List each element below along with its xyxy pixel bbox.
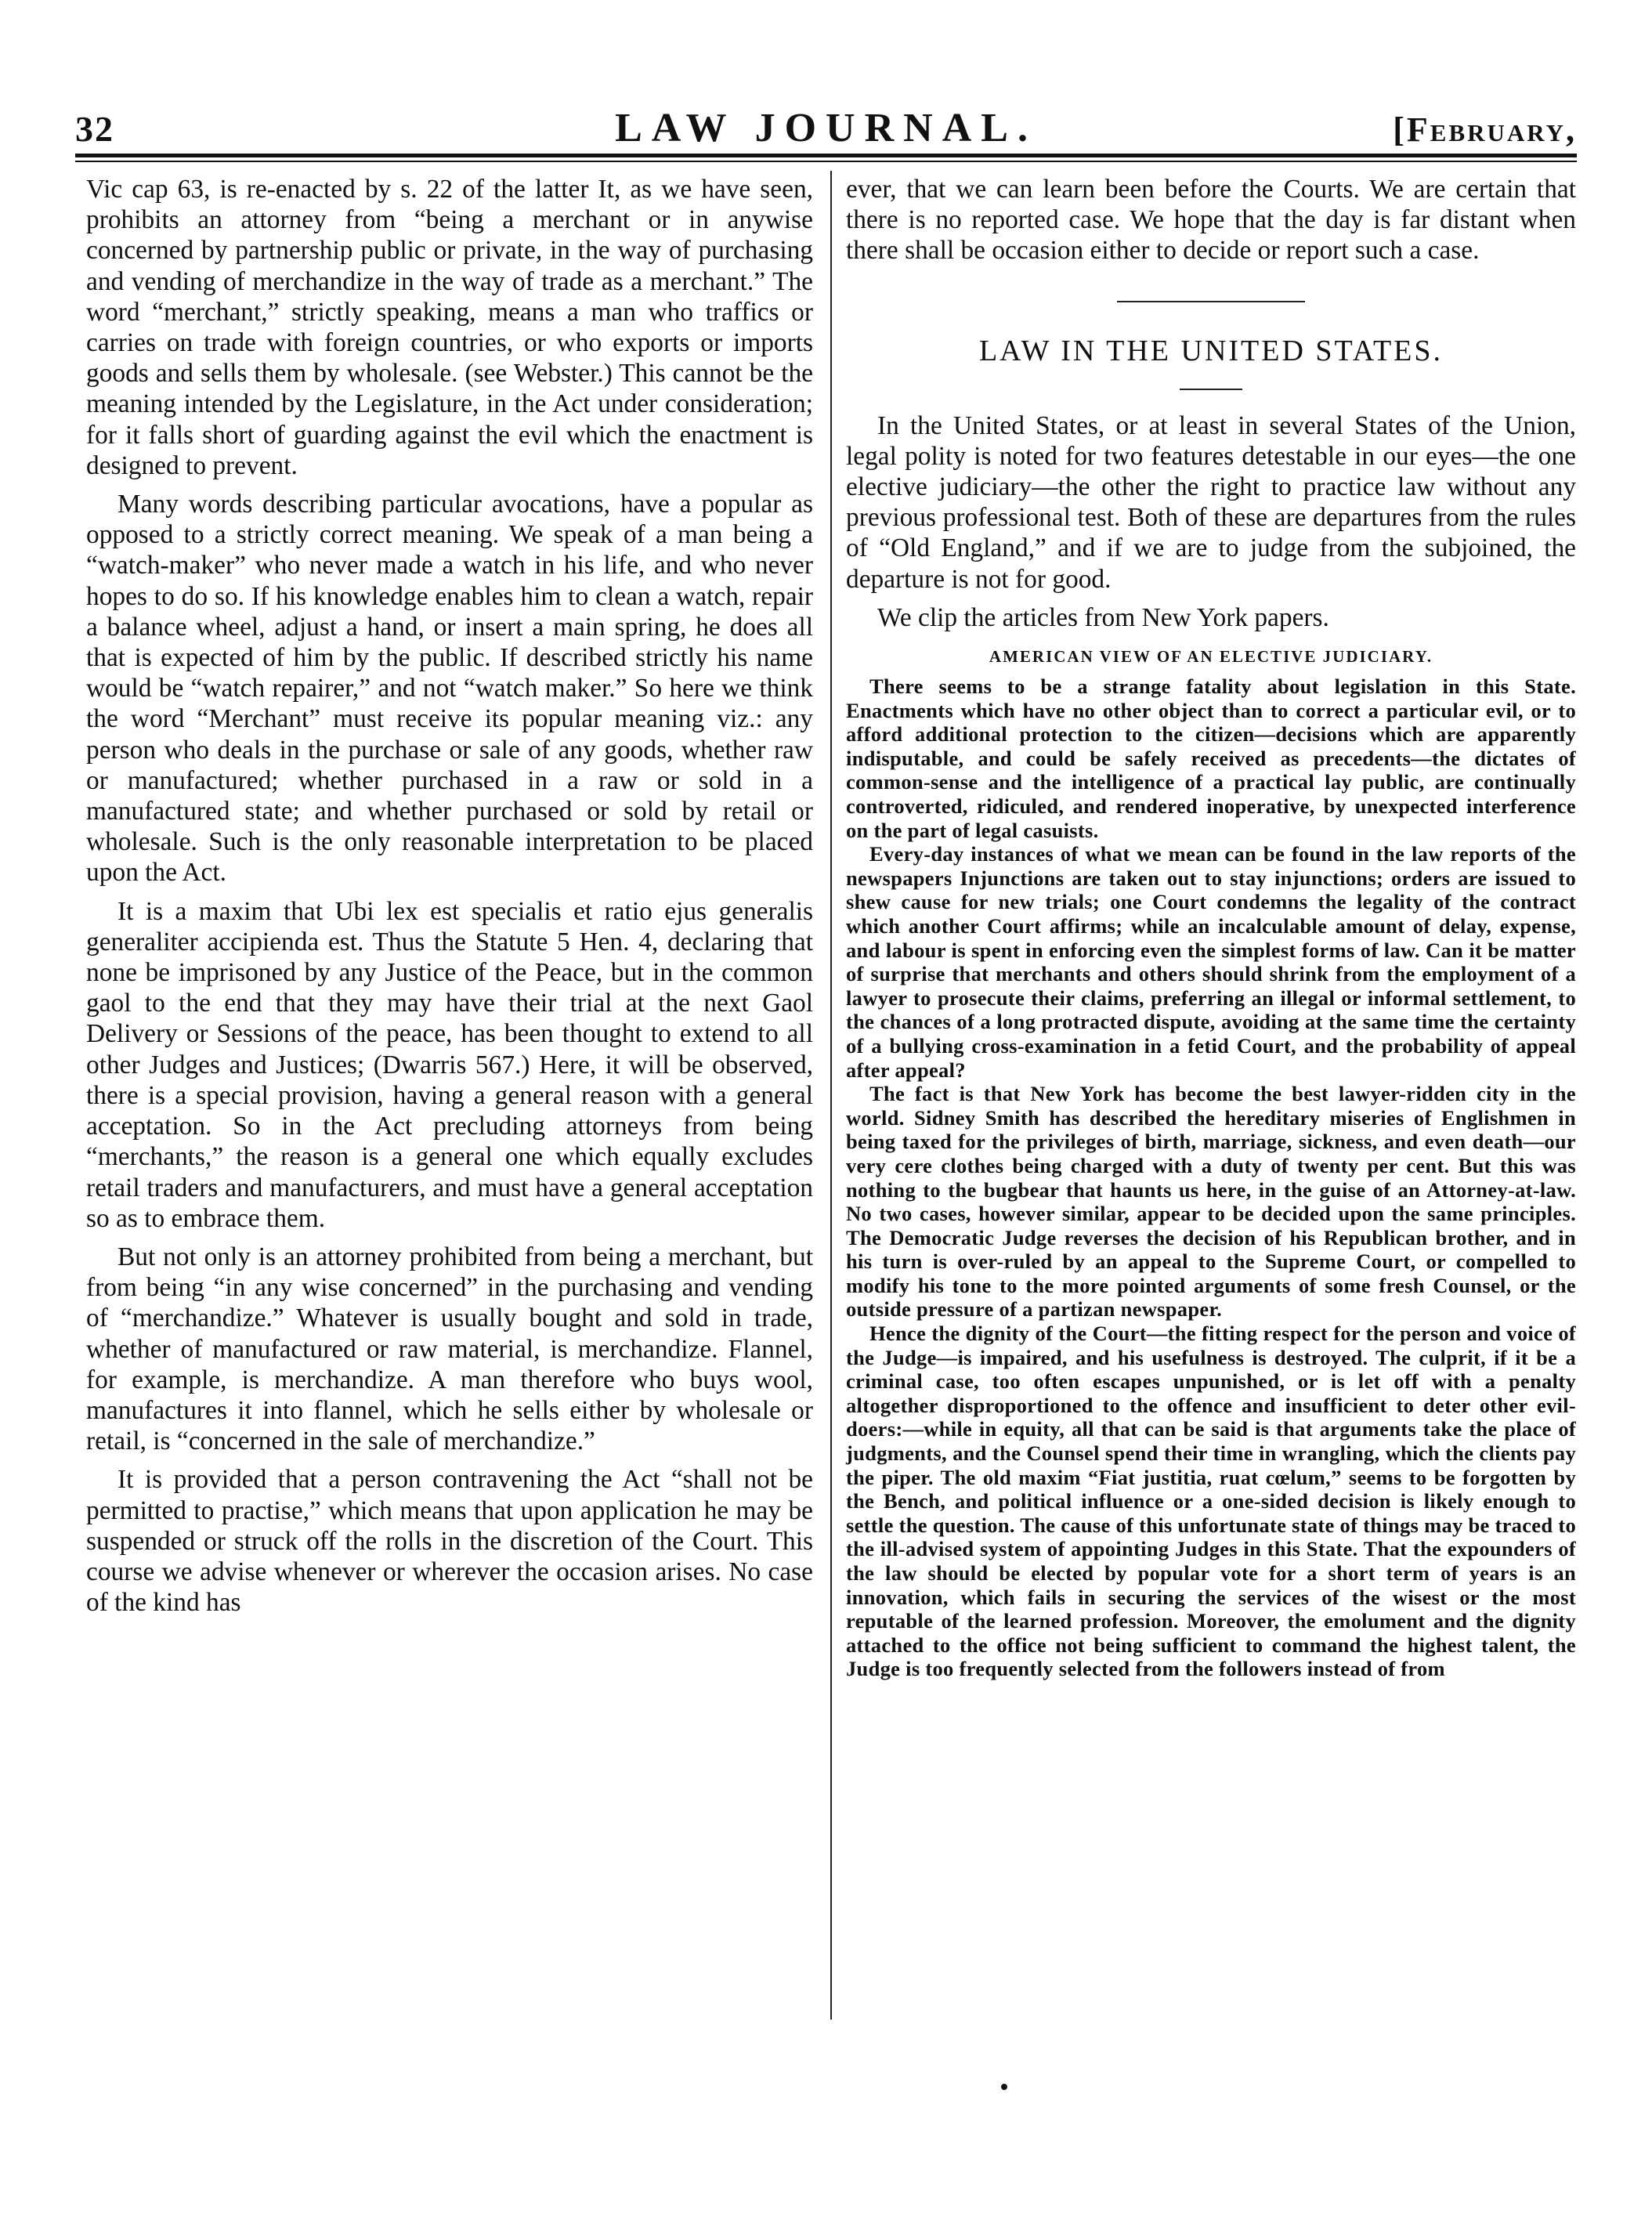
right-column bbox=[846, 174, 1576, 1681]
month-label: [February, bbox=[1393, 110, 1577, 149]
header-rule-thick bbox=[75, 154, 1577, 157]
paragraph: But not only is an attorney prohibited from being a merchant, but from being “in any wise concerned” in the purchasing and vending of “merchandize.” Whatever is usually bought and sold in trade, whether of manufactured or raw material, is merchandize. Flannel, for example, is merchandize. A man therefore who buys wool, manufactures it into flannel, which he sells either by wholesale or retail, is “concerned in the sale of merchandize.” bbox=[86, 1242, 813, 1456]
article-subheading: AMERICAN VIEW OF AN ELECTIVE JUDICIARY. bbox=[989, 647, 1433, 667]
paragraph: It is provided that a person contravening the Act “shall not be permitted to practise,” which means that upon application he may be suspended or struck off the rolls in the discretion of the Court. This course we advise whenever or wherever the occasion arises. No case of the kind has bbox=[86, 1465, 813, 1618]
paragraph: Many words describing particular avocations, have a popular as opposed to a strictly correct meaning. We speak of a man being a “watch-maker” who never made a watch in his life, and who never hopes to do so. If his knowledge enables him to clean a watch, repair a balance wheel, adjust a hand, or insert a main spring, he does all that is expected of him by the public. If described strictly his name would be “watch repairer,” and not “watch maker.” So here we think the word “Merchant” must receive its popular meaning viz.: any person who deals in the purchase or sale of any goods, whether raw or manufactured; whether purchased in a raw or sold in a manufactured state; and whether purchased or sold by retail or wholesale. Such is the only reasonable interpretation to be placed upon the Act. bbox=[86, 490, 813, 888]
paragraph: It is a maxim that Ubi lex est specialis et ratio ejus generalis generaliter accipienda est. Thus the Statute 5 Hen. 4, declaring that none be imprisoned by any Justice of the Peace, but in the common gaol to the end that they may have their trial at the next Gaol Delivery or Sessions of the peace, has been thought to extend to all other Judges and Justices; (Dwarris 567.) Here, it will be observed, there is a special provision, having a general reason with a general acceptation. So in the Act precluding attorneys from being “merchants,” the reason is a general one which equally excludes retail traders and manufacturers, and must have a general acceptation so as to embrace them. bbox=[86, 896, 813, 1233]
left-column bbox=[86, 174, 813, 1618]
running-header bbox=[75, 94, 1577, 157]
article-paragraph: Every-day instances of what we mean can be found in the law reports of the newspapers Injunctions are taken out to stay injunctions; orders are issued to shew cause for new trials; one Court condemns the legality of the contract which another Court affirms; while an incalculable amount of delay, expense, and labour is spent in enforcing even the simplest forms of law. Can it be matter of surprise that merchants and others should shrink from the employment of a lawyer to prosecute their claims, preferring an illegal or informal settlement, to the chances of a long protracted dispute, avoiding at the same time the certainty of a bullying cross-examination in a fetid Court, and the probability of appeal after appeal? bbox=[846, 842, 1576, 1082]
header-rule-thin bbox=[75, 161, 1577, 162]
title-underline bbox=[1180, 389, 1242, 390]
journal-title: LAW JOURNAL. bbox=[615, 106, 1037, 150]
article-paragraph: The fact is that New York has become the best lawyer-ridden city in the world. Sidney Smith has described the hereditary miseries of Englishmen in being taxed for the privileges of birth, marriage, sickness, and even death—our very cere clothes being charged with a duty of twenty per cent. But this was nothing to the bugbear that haunts us here, in the guise of an Attorney-at-law. No two cases, however similar, appear to be decided upon the same principles. The Democratic Judge reverses the decision of his Republican brother, and in his turn is over-ruled by an appeal to the Supreme Court, or compelled to modify his tone to the more pointed arguments of some fresh Counsel, or the outside pressure of a partizan newspaper. bbox=[846, 1082, 1576, 1322]
section-title: LAW IN THE UNITED STATES. bbox=[978, 334, 1444, 367]
column-divider bbox=[830, 171, 832, 2020]
footer-mark bbox=[1001, 2084, 1007, 2090]
section-separator bbox=[1117, 301, 1305, 302]
page-number: 32 bbox=[75, 109, 114, 149]
article-paragraph: Hence the dignity of the Court—the fitting respect for the person and voice of the Judge—is impaired, and his usefulness is destroyed. The culprit, if it be a criminal case, too often escapes unpunished, or is let off with a penalty altogether disproportioned to the offence and insufficient to deter other evil-doers:—while in equity, all that can be said is that arguments take the place of judgments, and the Counsel spend their time in wrangling, which the clients pay the piper. The old maxim “Fiat justitia, ruat cœlum,” seems to be forgotten by the Bench, and political influence or a one-sided decision is likely enough to settle the question. The cause of this unfortunate state of things may be traced to the ill-advised system of appointing Judges in this State. That the expounders of the law should be elected by popular vote for a short term of years is an innovation, which fails in securing the services of the wisest or the most reputable of the learned profession. Moreover, the emolument and the dignity attached to the office not being sufficient to command the highest talent, the Judge is too frequently selected from the followers instead of from bbox=[846, 1322, 1576, 1681]
paragraph: In the United States, or at least in several States of the Union, legal polity is noted for two features detestable in our eyes—the one elective judiciary—the other the right to practice law without any previous professional test. Both of these are departures from the rules of “Old England,” and if we are to judge from the subjoined, the departure is not for good. bbox=[846, 410, 1576, 594]
article-paragraph: There seems to be a strange fatality about legislation in this State. Enactments which have no other object than to correct a particular evil, or to afford additional protection to the citizen—decisions which are apparently indisputable, and could be safely received as precedents—the dictates of common-sense and the intelligence of a practical lay public, are continually controverted, ridiculed, and rendered inoperative, by unexpected interference on the part of legal casuists. bbox=[846, 674, 1576, 842]
paragraph: We clip the articles from New York papers. bbox=[877, 602, 1329, 632]
paragraph: ever, that we can learn been before the Courts. We are certain that there is no reported case. We hope that the day is far distant when there shall be occasion either to decide or report such a case. bbox=[846, 175, 1576, 266]
paragraph: Vic cap 63, is re-enacted by s. 22 of the latter It, as we have seen, prohibits an attorney from “being a merchant or in anywise concerned by partnership public or private, in the way of purchasing and vending of merchandize in the way of trade as a merchant.” The word “merchant,” strictly speaking, means a man who traffics or carries on trade with foreign countries, or who exports or imports goods and sells them by wholesale. (see Webster.) This cannot be the meaning intended by the Legislature, in the Act under consideration; for it falls short of guarding against the evil which the enactment is designed to prevent. bbox=[86, 175, 813, 480]
